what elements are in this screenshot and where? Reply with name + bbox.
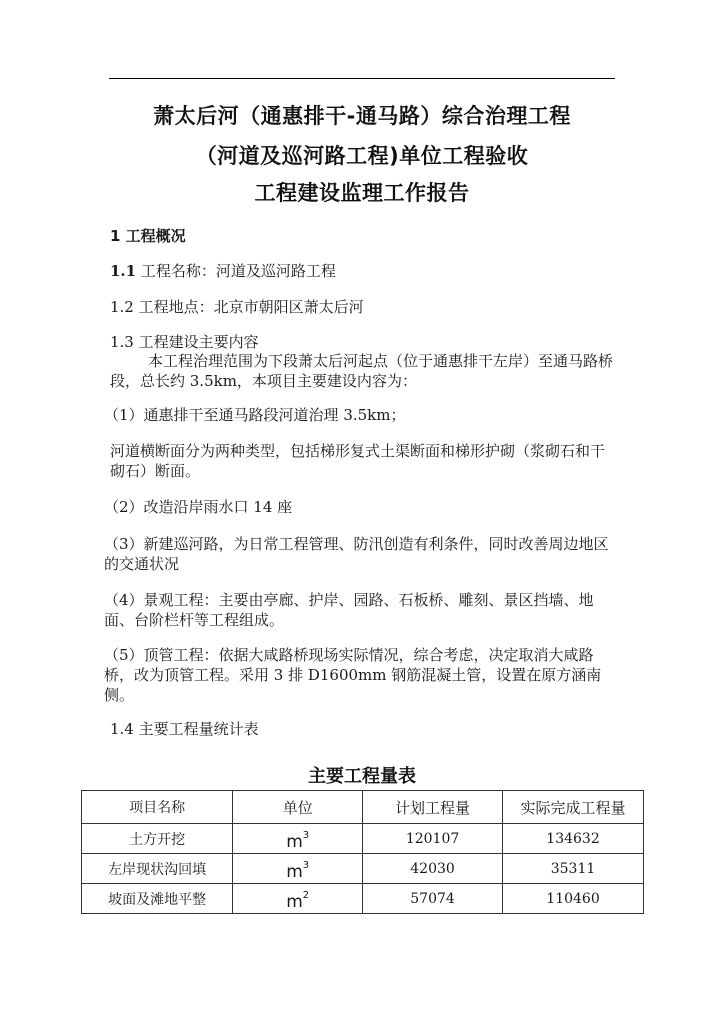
cell-item-name: 左岸现状沟回填: [82, 854, 233, 884]
cell-item-name: 坡面及滩地平整: [82, 884, 233, 914]
cell-actual: 110460: [503, 884, 644, 914]
cell-planned: 42030: [363, 854, 503, 884]
item-1: （1）通惠排干至通马路段河道治理 3.5km；: [104, 406, 406, 424]
cell-item-name: 土方开挖: [82, 824, 233, 854]
doc-title-line-1: 萧太后河（通惠排干-通马路）综合治理工程: [153, 104, 571, 128]
section-1-1: [110, 261, 336, 281]
section-1-1-text: 工程名称：河道及巡河路工程: [136, 262, 336, 280]
item-3: （3）新建巡河路，为日常工程管理、防汛创造有利条件，同时改善周边地区的交通状况: [104, 535, 609, 573]
col-header-planned: 计划工程量: [363, 791, 503, 824]
section-1-3-heading: 1.3 工程建设主要内容: [110, 333, 259, 351]
unit-base: m: [286, 861, 303, 882]
cell-unit: [233, 884, 363, 914]
unit-base: m: [286, 891, 303, 912]
col-header-actual: 实际完成工程量: [503, 791, 644, 824]
table-header-row: [82, 791, 644, 824]
unit-exponent: 2: [302, 889, 310, 901]
item-4: （4）景观工程：主要由亭廊、护岸、园路、石板桥、雕刻、景区挡墙、地面、台阶栏杆等工程组成。: [104, 591, 594, 629]
section-1-heading: 1 工程概况: [110, 227, 186, 245]
table-title: 主要工程量表: [308, 766, 416, 787]
doc-title-line-3: 工程建设监理工作报告: [254, 181, 470, 205]
quantities-table: [81, 790, 644, 914]
section-1-4-heading: 1.4 主要工程量统计表: [110, 720, 259, 738]
header-rule: [109, 78, 615, 79]
item-1-detail: 河道横断面分为两种类型，包括梯形复式土渠断面和梯形护砌（浆砌石和干砌石）断面。: [110, 442, 606, 480]
cell-unit: [233, 824, 363, 854]
section-1-1-number: 1.1: [110, 262, 137, 280]
unit-exponent: 3: [302, 859, 310, 871]
doc-title-line-2: （河道及巡河路工程)单位工程验收: [195, 144, 529, 168]
section-1-3-intro: 本工程治理范围为下段萧太后河起点（位于通惠排干左岸）至通马路桥段，总长约 3.5km，本项目主要建设内容为：: [110, 352, 614, 390]
col-header-item-name: 项目名称: [82, 791, 233, 824]
item-2: （2）改造沿岸雨水口 14 座: [104, 498, 293, 516]
item-5: （5）顶管工程：依据大咸路桥现场实际情况，综合考虑，决定取消大咸路桥，改为顶管工程。采用 3 排 D1600mm 钢筋混凝土管，设置在原方涵南侧。: [104, 646, 602, 704]
cell-actual: 134632: [503, 824, 644, 854]
section-1-2: 1.2 工程地点：北京市朝阳区萧太后河: [110, 298, 364, 316]
cell-planned: 120107: [363, 824, 503, 854]
cell-unit: [233, 854, 363, 884]
col-header-unit: 单位: [233, 791, 363, 824]
table-row: [82, 884, 644, 914]
unit-base: m: [286, 831, 303, 852]
unit-exponent: 3: [302, 829, 310, 841]
cell-planned: 57074: [363, 884, 503, 914]
table-row: [82, 824, 644, 854]
cell-actual: 35311: [503, 854, 644, 884]
table-row: [82, 854, 644, 884]
